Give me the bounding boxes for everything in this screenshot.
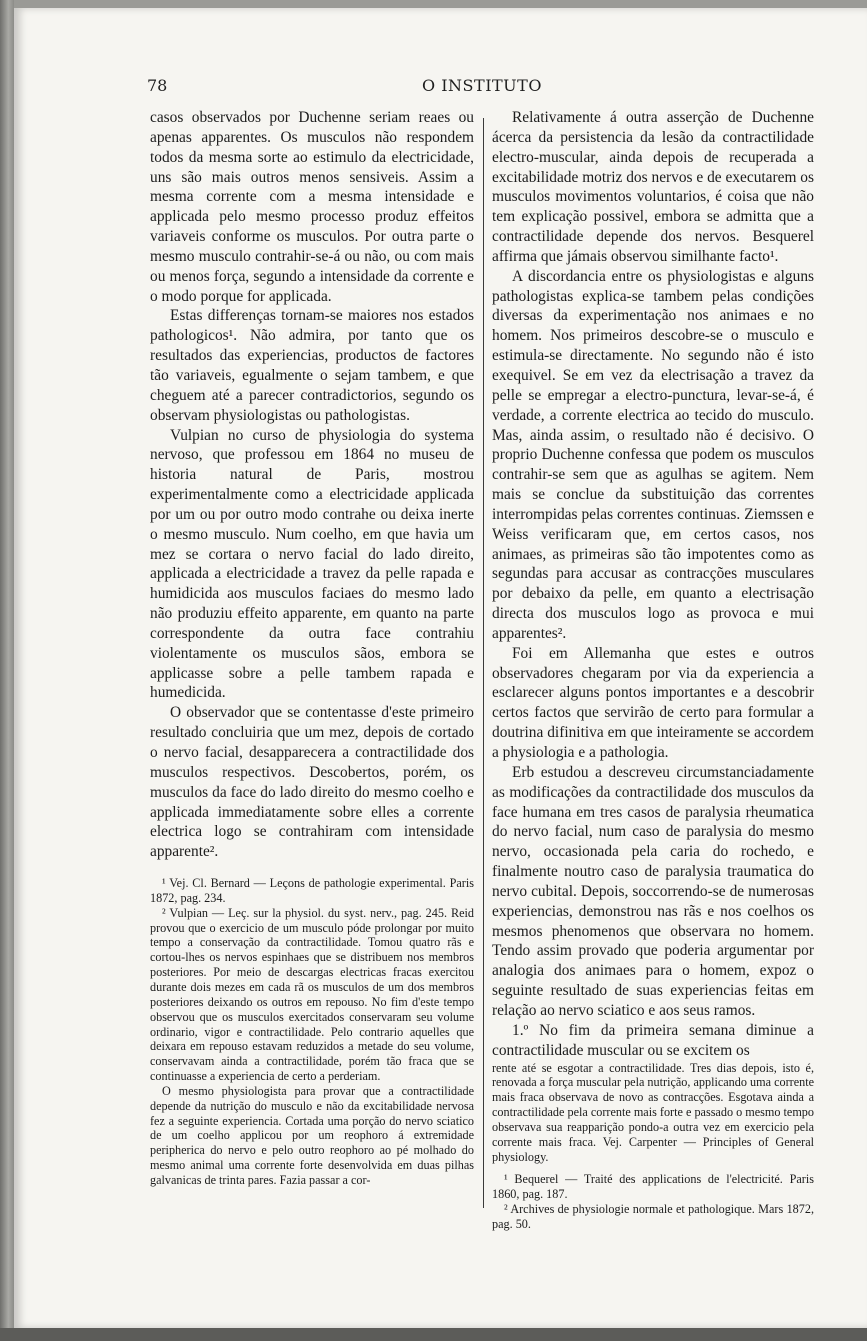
body-paragraph: Vulpian no curso de physiologia do systema nervoso, que professou em 1864 no museu de historia natural de Paris, mostrou experimentalmente como a electricidade applicada por um ou por outro modo contrahe ou deixa inerte o mesmo musculo. Num coelho, em que havia um mez se cortara o nervo facial do lado direito, applicada a electricidade a travez da pelle rapada e humidicida aos musculos faciaes do mesmo lado não produziu effeito apparente, em quanto na parte correspondente da outra face contrahiu violentamente os musculos sãos, embora se applicasse sobre a pelle tambem rapada e humedicida. — [150, 426, 474, 702]
footnote: O mesmo physiologista para provar que a contractilidade depende da nutrição do musculo e não da excitabilidade nervosa fez a seguinte experiencia. Cortada uma porção do nervo sciatico de um coelho applicou por um reophoro á extremidade peripherica do nervo e pelo outro reophoro ao pé molhado do mesmo animal uma corrente forte desenvolvida em duas pilhas galvanicas de trinta pares. Fazia passar a cor- — [150, 1083, 474, 1187]
body-paragraph: O observador que se contentasse d'este primeiro resultado concluiria que um mez, depois de cortado o nervo facial, desapparecera a contractilidade dos musculos respectivos. Descobertos, porém, os musculos da face do lado direito do mesmo coelho e applicada immediatamente sobre elles a corrente electrica logo se contrahiram com intensidade apparente². — [150, 704, 474, 861]
left-column — [150, 108, 474, 1188]
body-paragraph: Estas differenças tornam-se maiores nos estados pathologicos¹. Não admira, por tanto que os resultados das experiencias, productos de factores tão variaveis, egualmente o sejam tambem, e que cheguem até a parecer contradictorios, segundo os observam physiologistas ou pathologistas. — [150, 307, 474, 424]
column-divider — [483, 118, 484, 1208]
body-paragraph: Foi em Allemanha que estes e outros observadores chegaram por via da experiencia a esclarecer alguns pontos importantes e a descobrir certos factos que servirão de certo para formular a doutrina difinitiva em que inteiramente se accordem a physiologia e a pathologia. — [492, 644, 814, 761]
running-title: O INSTITUTO — [422, 76, 542, 95]
page-number: 78 — [147, 76, 168, 95]
page-header — [147, 76, 817, 98]
scan-bottom-edge — [0, 1328, 867, 1341]
spacer — [150, 862, 474, 876]
spacer — [492, 1164, 814, 1172]
footnote: ¹ Bequerel — Traité des applications de l'electricité. Paris 1860, pag. 187. — [492, 1172, 814, 1202]
body-paragraph: A discordancia entre os physiologistas e alguns pathologistas explica-se tambem pelas condições diversas da experimentação nos animaes e no homem. Nos primeiros descobre-se o musculo e estimula-se directamente. No segundo não é isto exequivel. Se em vez da electrisação a travez da pelle se empregar a electro-punctura, levar-se-á, é verdade, a corrente electrica ao tecido do musculo. Mas, ainda assim, o resultado não é decisivo. O proprio Duchenne confessa que podem os musculos contrahir-se sem que as agulhas se agitem. Nem mais se conclue da substituição das correntes interrompidas pelas correntes continuas. Ziemssen e Weiss verificaram que, em certos casos, nos animaes, as primeiras são tão impotentes como as segundas para accusar as contracções musculares por debaixo da pelle, em quanto a electrisação directa dos musculos logo as provoca e mui apparentes². — [492, 267, 814, 642]
footnote-continuation: rente até se esgotar a contractilidade. Tres dias depois, isto é, renovada a força muscular pela nutrição, applicando uma corrente mais fraca observava de novo as contracções. Esgotava ainda a contractilidade pela corrente mais forte e passado o mesmo tempo observava sua reapparição pondo-a outra vez em exercicio pela corrente mais fraca. Vej. Carpenter — Principles of General physiology. — [492, 1060, 814, 1164]
body-paragraph: Relativamente á outra asserção de Duchenne ácerca da persistencia da lesão da contractilidade electro-muscular, ainda depois de recuperada a excitabilidade motriz dos nervos e de executarem os musculos movimentos voluntarios, é coisa que não tem explicação possivel, embora se admitta que a contractilidade depende dos nervos. Besquerel affirma que jámais observou similhante facto¹. — [492, 109, 814, 265]
footnote: ¹ Vej. Cl. Bernard — Leçons de pathologie experimental. Paris 1872, pag. 234. — [150, 876, 474, 905]
footnote: ² Archives de physiologie normale et pathologique. Mars 1872, pag. 50. — [492, 1202, 814, 1231]
body-paragraph: 1.º No fim da primeira semana diminue a contractilidade muscular ou se excitem os — [492, 1021, 814, 1059]
right-column — [492, 108, 814, 1232]
body-paragraph: Erb estudou a descreveu circumstanciadamente as modificações da contractilidade dos musculos da face humana em tres casos de paralysia rheumatica do nervo facial, num caso de paralysia do mesmo nervo, occasionada pela caria do rochedo, e finalmente noutro caso de paralysia traumatica do nervo cubital. Depois, soccorrendo-se de numerosas experiencias, demonstrou nas rãs e nos coelhos os mesmos phenomenos que observara no homem. Tendo assim provado que poderia argumentar por analogia dos animaes para o homem, expoz o seguinte resultado de suas experiencias feitas em relação ao nervo sciatico e aos seus ramos. — [492, 763, 814, 1019]
book-spine-edge — [0, 0, 14, 1341]
footnote: ² Vulpian — Leç. sur la physiol. du syst. nerv., pag. 245. Reid provou que o exercicio de um musculo póde prolongar por muito tempo a conservação da contractilidade. Tomou quatro rãs e cortou-lhes os nervos espinhaes que se distribuem nos membros posteriores. Por meio de descargas electricas fracas exercitou durante dois mezes em cada rã os musculos de um dos membros posteriores deixando os outros em repouso. No fim d'este tempo observou que os musculos exercitados conservaram seu volume ordinario, vigor e contractilidade. Pelo contrario aquelles que deixara em repouso estavam reduzidos a metade do seu volume, conservavam ainda a contractilidade, porém tão fraca que se continuasse a experiencia de certo a perderiam. — [150, 905, 474, 1084]
body-paragraph: casos observados por Duchenne seriam reaes ou apenas apparentes. Os musculos não respondem todos da mesma sorte ao estimulo da electricidade, uns são mais outros menos sensiveis. Assim a mesma corrente com a mesma intensidade e applicada pelo mesmo processo produz effeitos variaveis conforme os musculos. Por outra parte o mesmo musculo contrahir-se-á ou não, ou com mais ou menos força, segundo a intensidade da corrente e o modo porque for applicada. — [150, 109, 474, 305]
